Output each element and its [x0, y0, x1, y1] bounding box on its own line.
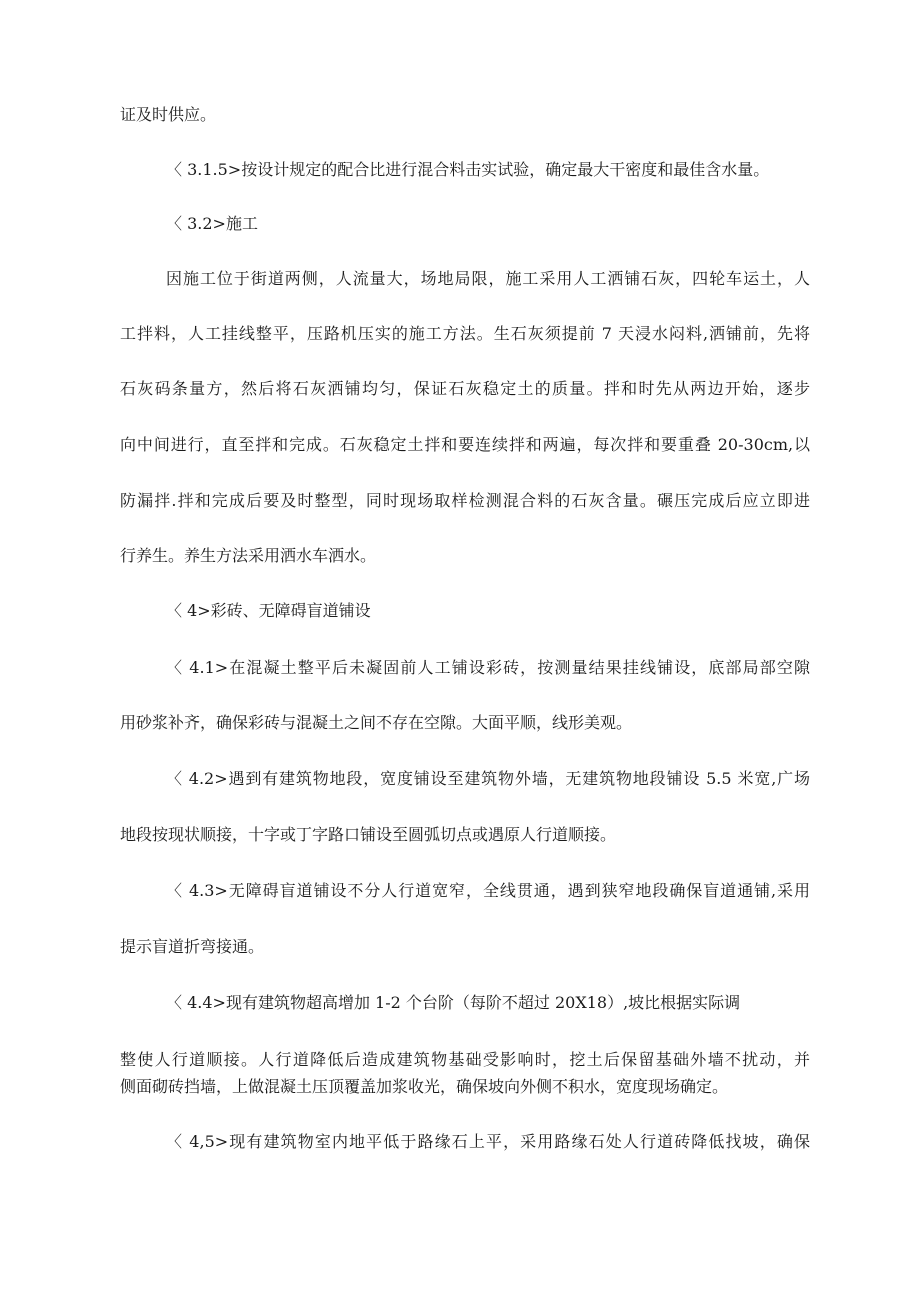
section-heading-4-1: 〈 4.1>在混凝土整平后未凝固前人工铺设彩砖，按测量结果挂线铺设，底部局部空隙	[166, 658, 810, 677]
section-heading-4-5: 〈 4,5>现有建筑物室内地平低于路缘石上平，采用路缘石处人行道砖降低找坡，确保	[166, 1132, 810, 1151]
text-line: 行养生。养生方法采用洒水车洒水。	[120, 546, 377, 565]
section-heading-3-1-5: 〈 3.1.5>按设计规定的配合比进行混合料击实试验，确定最大干密度和最佳含水量。	[166, 160, 770, 179]
text-line: 用砂浆补齐，确保彩砖与混凝土之间不存在空隙。大面平顺，线形美观。	[120, 713, 633, 732]
text-line: 地段按现状顺接，十字或丁字路口铺设至圆弧切点或遇原人行道顺接。	[120, 825, 617, 844]
section-heading-4-2: 〈 4.2>遇到有建筑物地段，宽度铺设至建筑物外墙，无建筑物地段铺设 5.5 米宽,广场	[166, 769, 810, 788]
section-heading-4-3: 〈 4.3>无障碍盲道铺设不分人行道宽窄，全线贯通，遇到狭窄地段确保盲道通铺,采用	[166, 881, 810, 900]
text-line: 证及时供应。	[120, 105, 217, 124]
text-line: 向中间进行，直至拌和完成。石灰稳定土拌和要连续拌和两遍，每次拌和要重叠 20-30cm,以	[120, 435, 810, 454]
text-line: 工拌料，人工挂线整平，压路机压实的施工方法。生石灰须提前 7 天浸水闷料,洒铺前，先将	[120, 324, 810, 343]
text-line: 侧面砌砖挡墙，上做混凝土压顶覆盖加浆收光，确保坡向外侧不积水，宽度现场确定。	[120, 1077, 729, 1096]
text-line: 提示盲道折弯接通。	[120, 937, 265, 956]
paragraph-first-line: 因施工位于街道两侧，人流量大，场地局限，施工采用人工洒铺石灰，四轮车运土，人	[166, 269, 810, 288]
text-line: 整使人行道顺接。人行道降低后造成建筑物基础受影响时，挖土后保留基础外墙不扰动，并	[120, 1050, 810, 1069]
text-line: 防漏拌.拌和完成后要及时整型，同时现场取样检测混合料的石灰含量。碾压完成后应立即进	[120, 491, 810, 510]
section-heading-3-2: 〈 3.2>施工	[166, 214, 258, 233]
section-heading-4: 〈 4>彩砖、无障碍盲道铺设	[166, 601, 371, 620]
text-line: 石灰码条量方，然后将石灰洒铺均匀，保证石灰稳定土的质量。拌和时先从两边开始，逐步	[120, 379, 810, 398]
section-heading-4-4: 〈 4.4>现有建筑物超高增加 1-2 个台阶（每阶不超过 20X18）,坡比根据实际调	[166, 993, 741, 1012]
